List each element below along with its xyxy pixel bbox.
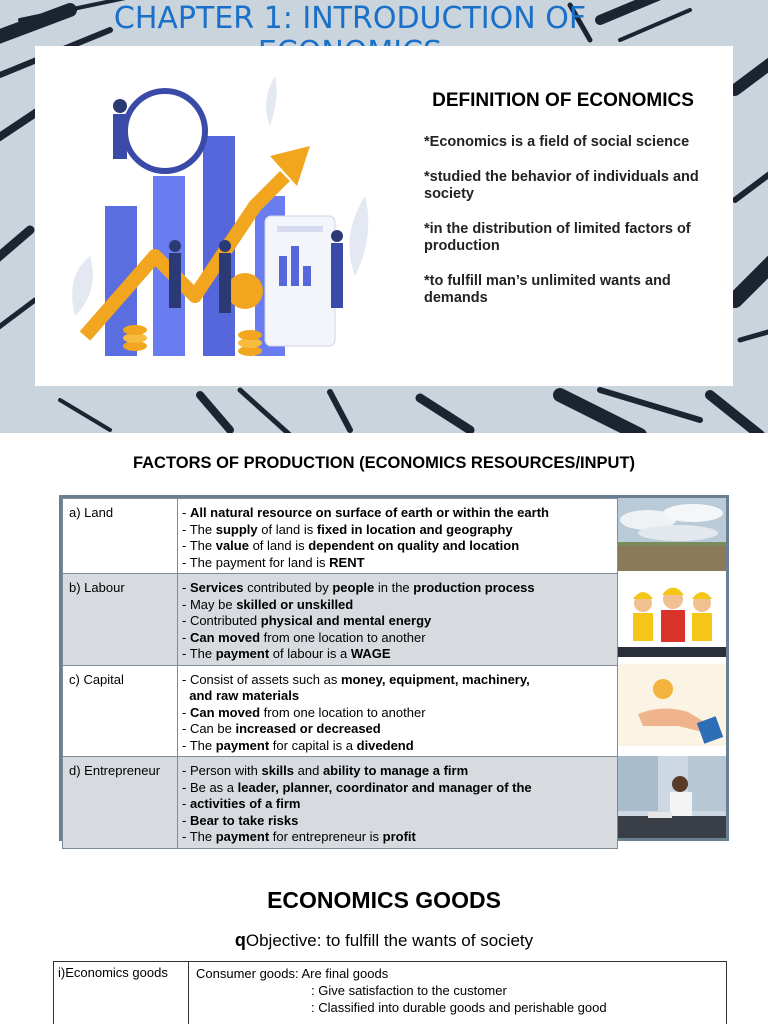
- factor-line-text: - Consist of assets such as: [182, 671, 341, 687]
- factor-line-text: -: [182, 580, 190, 595]
- factor-description: [178, 665, 618, 757]
- field-photo: [618, 498, 726, 571]
- goods-line: : Give satisfaction to the customer: [311, 983, 507, 998]
- factor-line-bold: payment: [215, 737, 270, 753]
- factor-line-bold: divedend: [356, 737, 414, 753]
- definition-point: *studied the behavior of individuals and society: [424, 169, 699, 202]
- factor-description: [178, 499, 618, 574]
- factor-description: [178, 574, 618, 666]
- factor-line: [182, 705, 613, 722]
- factor-line: [182, 505, 613, 522]
- factor-line-text: from one location to another: [260, 704, 426, 720]
- factor-line-bold: value: [215, 538, 249, 553]
- growth-chart-illustration: [65, 76, 385, 376]
- factor-label: b) Labour: [63, 574, 178, 666]
- factor-line-bold: WAGE: [350, 646, 391, 661]
- factor-line-text: - Can be: [182, 721, 236, 736]
- factor-line-bold: people: [332, 580, 375, 595]
- workers-illustration: [618, 575, 726, 657]
- chapter-title: CHAPTER 1: INTRODUCTION OF: [113, 1, 587, 36]
- factor-line-bold: physical and mental energy: [260, 613, 432, 628]
- factor-line-text: of land is: [257, 521, 317, 537]
- factor-line: [182, 763, 613, 780]
- factor-line-bold: ability to manage a firm: [322, 763, 469, 778]
- factor-row: [63, 574, 618, 666]
- factor-line-bold: Services: [189, 580, 244, 595]
- economics-goods-table: [53, 961, 727, 1024]
- factor-line-text: from one location to another: [260, 629, 426, 645]
- objective-text: Objective: to fulfill the wants of society: [245, 931, 534, 950]
- factor-line-bold: increased or decreased: [235, 721, 381, 736]
- factor-line-text: - The: [182, 646, 216, 661]
- factor-line-bold: RENT: [329, 554, 365, 570]
- factor-line: [182, 522, 613, 539]
- factor-line: [182, 813, 613, 830]
- factor-line-text: - The: [182, 538, 216, 553]
- factor-row: [63, 665, 618, 757]
- definition-card: [35, 46, 733, 386]
- factor-line-text: - Contributed: [182, 613, 261, 628]
- goods-type-cell: i)Economics goods: [54, 962, 189, 1024]
- economics-goods-title: ECONOMICS GOODS: [267, 887, 501, 913]
- goods-description-cell: [196, 965, 726, 1016]
- factor-line: [182, 555, 613, 572]
- factor-line-bold: All natural resource on surface of earth or within the earth: [189, 505, 549, 520]
- definition-point: *in the distribution of limited factors of production: [424, 221, 691, 254]
- factor-line-text: - The: [182, 829, 216, 844]
- objective-line: [0, 930, 768, 951]
- factor-line: [182, 780, 613, 797]
- factor-line-text: -: [182, 505, 190, 520]
- factor-line: [182, 613, 613, 630]
- factor-line-text: -: [182, 704, 190, 720]
- factor-row: [63, 757, 618, 849]
- factor-line-text: - The: [182, 737, 216, 753]
- factor-line-text: - May be: [182, 596, 237, 612]
- factor-line: [182, 630, 613, 647]
- factor-line-text: - The: [182, 521, 216, 537]
- factor-line-text: - Be as a: [182, 779, 238, 795]
- definition-title: DEFINITION OF ECONOMICS: [432, 90, 694, 111]
- factor-line: [182, 646, 613, 663]
- factor-line-text: of labour is a: [269, 646, 351, 661]
- factor-line: [182, 580, 613, 597]
- factor-line-bold: skills: [261, 763, 295, 778]
- factor-line: [182, 796, 613, 813]
- factor-line: [182, 738, 613, 755]
- factor-line-text: and: [294, 763, 323, 778]
- factor-line: [182, 688, 613, 705]
- factor-line-text: for capital is a: [269, 737, 357, 753]
- factor-label: c) Capital: [63, 665, 178, 757]
- factor-line-bold: payment: [215, 646, 270, 661]
- factor-line-text: -: [182, 812, 190, 828]
- slide-introduction: [0, 0, 768, 433]
- factor-line-bold: activities of a firm: [189, 796, 301, 811]
- factor-line-bold: profit: [382, 829, 416, 844]
- factor-line-bold: skilled or unskilled: [236, 596, 354, 612]
- factor-line-bold: dependent on quality and location: [308, 538, 520, 553]
- goods-line: : Classified into durable goods and perishable good: [311, 1000, 607, 1015]
- factors-table-frame: [59, 495, 729, 844]
- factors-title: FACTORS OF PRODUCTION (ECONOMICS RESOURCES/INPUT): [132, 454, 636, 472]
- factor-line-text: of land is: [248, 538, 309, 553]
- factor-line-bold: money, equipment, machinery,: [340, 671, 530, 687]
- factor-line-bold: Can moved: [189, 704, 261, 720]
- factor-line-text: -: [182, 629, 190, 645]
- hand-coin-illustration: [618, 664, 726, 746]
- factor-line-bold: Bear to take risks: [189, 812, 299, 828]
- factor-description: [178, 757, 618, 849]
- factor-line-text: contributed by: [243, 580, 333, 595]
- factor-line-text: for entrepreneur is: [269, 829, 383, 844]
- definition-list: [424, 134, 724, 325]
- factor-label: a) Land: [63, 499, 178, 574]
- factor-line-bold: payment: [215, 829, 270, 844]
- factor-line: [182, 597, 613, 614]
- goods-line: Consumer goods: Are final goods: [196, 966, 389, 981]
- factor-line-bold: Can moved: [189, 629, 261, 645]
- objective-bullet-icon: q: [234, 930, 246, 950]
- factor-line-bold: fixed in location and geography: [316, 521, 513, 537]
- factor-line: [182, 721, 613, 738]
- factor-line-text: - The payment for land is: [182, 554, 330, 570]
- factor-line: [182, 538, 613, 555]
- factor-line-bold: leader, planner, coordinator and manager of the: [237, 779, 532, 795]
- factor-line-text: -: [182, 796, 190, 811]
- definition-point: *Economics is a field of social science: [424, 134, 690, 150]
- factor-line: [182, 829, 613, 846]
- factor-line-bold: and raw materials: [189, 688, 300, 703]
- factor-line: [182, 672, 613, 689]
- factor-line-text: - Person with: [182, 763, 262, 778]
- factor-line-bold: production process: [413, 580, 535, 595]
- factor-label: d) Entrepreneur: [63, 757, 178, 849]
- definition-point: *to fulfill man’s unlimited wants and demands: [424, 273, 671, 306]
- factor-line-text: in the: [374, 580, 414, 595]
- office-worker-photo: [618, 756, 726, 838]
- factors-images: [618, 498, 726, 838]
- factors-table: [62, 498, 618, 849]
- factor-line-bold: supply: [215, 521, 258, 537]
- factor-row: [63, 499, 618, 574]
